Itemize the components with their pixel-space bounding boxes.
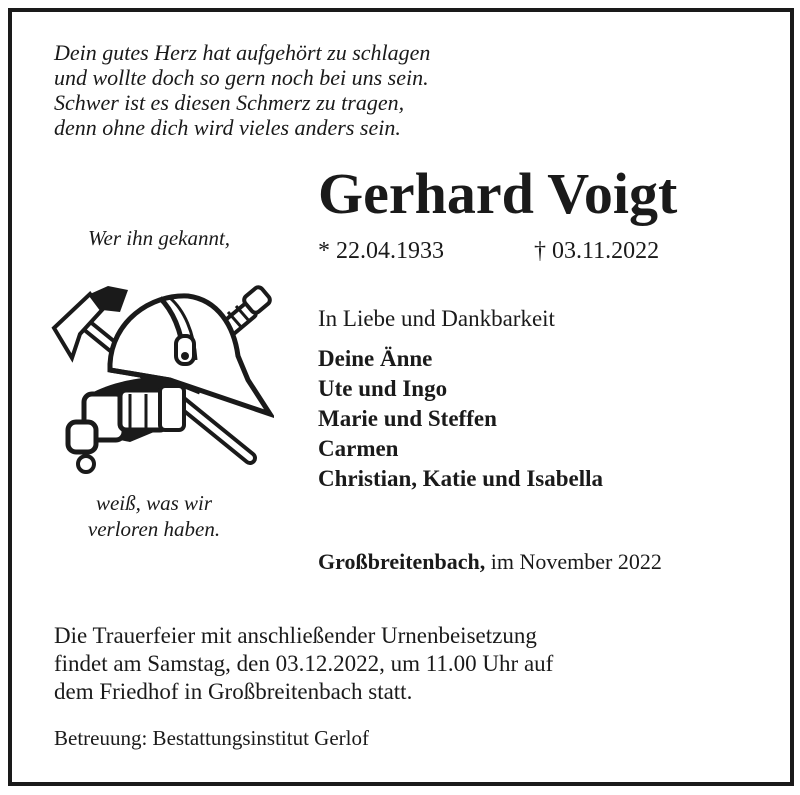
mourner-name: Carmen bbox=[318, 436, 399, 461]
mourner-name: Marie und Steffen bbox=[318, 406, 497, 431]
place-date bbox=[318, 549, 662, 575]
mourners-list bbox=[318, 344, 603, 494]
poem bbox=[54, 40, 430, 140]
thanks-line: In Liebe und Dankbarkeit bbox=[318, 306, 555, 331]
death-date: † 03.11.2022 bbox=[534, 238, 660, 264]
funeral-line: Die Trauerfeier mit anschließender Urnenbeisetzung bbox=[54, 623, 537, 648]
poem-line: denn ohne dich wird vieles anders sein. bbox=[54, 115, 401, 140]
funeral-info bbox=[54, 622, 553, 706]
date-text: im November 2022 bbox=[490, 549, 662, 574]
hose-coupling-icon bbox=[68, 377, 184, 472]
care-line: Betreuung: Bestattungsinstitut Gerlof bbox=[54, 726, 369, 750]
poem-line: Dein gutes Herz hat aufgehört zu schlagen bbox=[54, 40, 431, 65]
birth-date: * 22.04.1933 bbox=[318, 238, 444, 264]
funeral-line: findet am Samstag, den 03.12.2022, um 11.00 Uhr auf bbox=[54, 651, 554, 676]
side-quote-line: weiß, was wir bbox=[95, 491, 213, 515]
side-quote-top: Wer ihn gekannt, bbox=[87, 226, 231, 250]
funeral-line: dem Friedhof in Großbreitenbach statt. bbox=[54, 679, 413, 704]
poem-line: Schwer ist es diesen Schmerz zu tragen, bbox=[54, 90, 405, 115]
side-quote-line: verloren haben. bbox=[87, 517, 221, 541]
deceased-name: Gerhard Voigt bbox=[318, 161, 678, 226]
mourner-name: Christian, Katie und Isabella bbox=[318, 466, 603, 491]
poem-line: und wollte doch so gern noch bei uns sein. bbox=[54, 65, 429, 90]
side-quote-bottom bbox=[54, 490, 254, 542]
mourner-name: Deine Änne bbox=[318, 346, 433, 371]
mourner-name: Ute und Ingo bbox=[318, 376, 448, 401]
place-name: Großbreitenbach, bbox=[318, 549, 486, 574]
firefighter-emblem-icon bbox=[50, 282, 274, 478]
